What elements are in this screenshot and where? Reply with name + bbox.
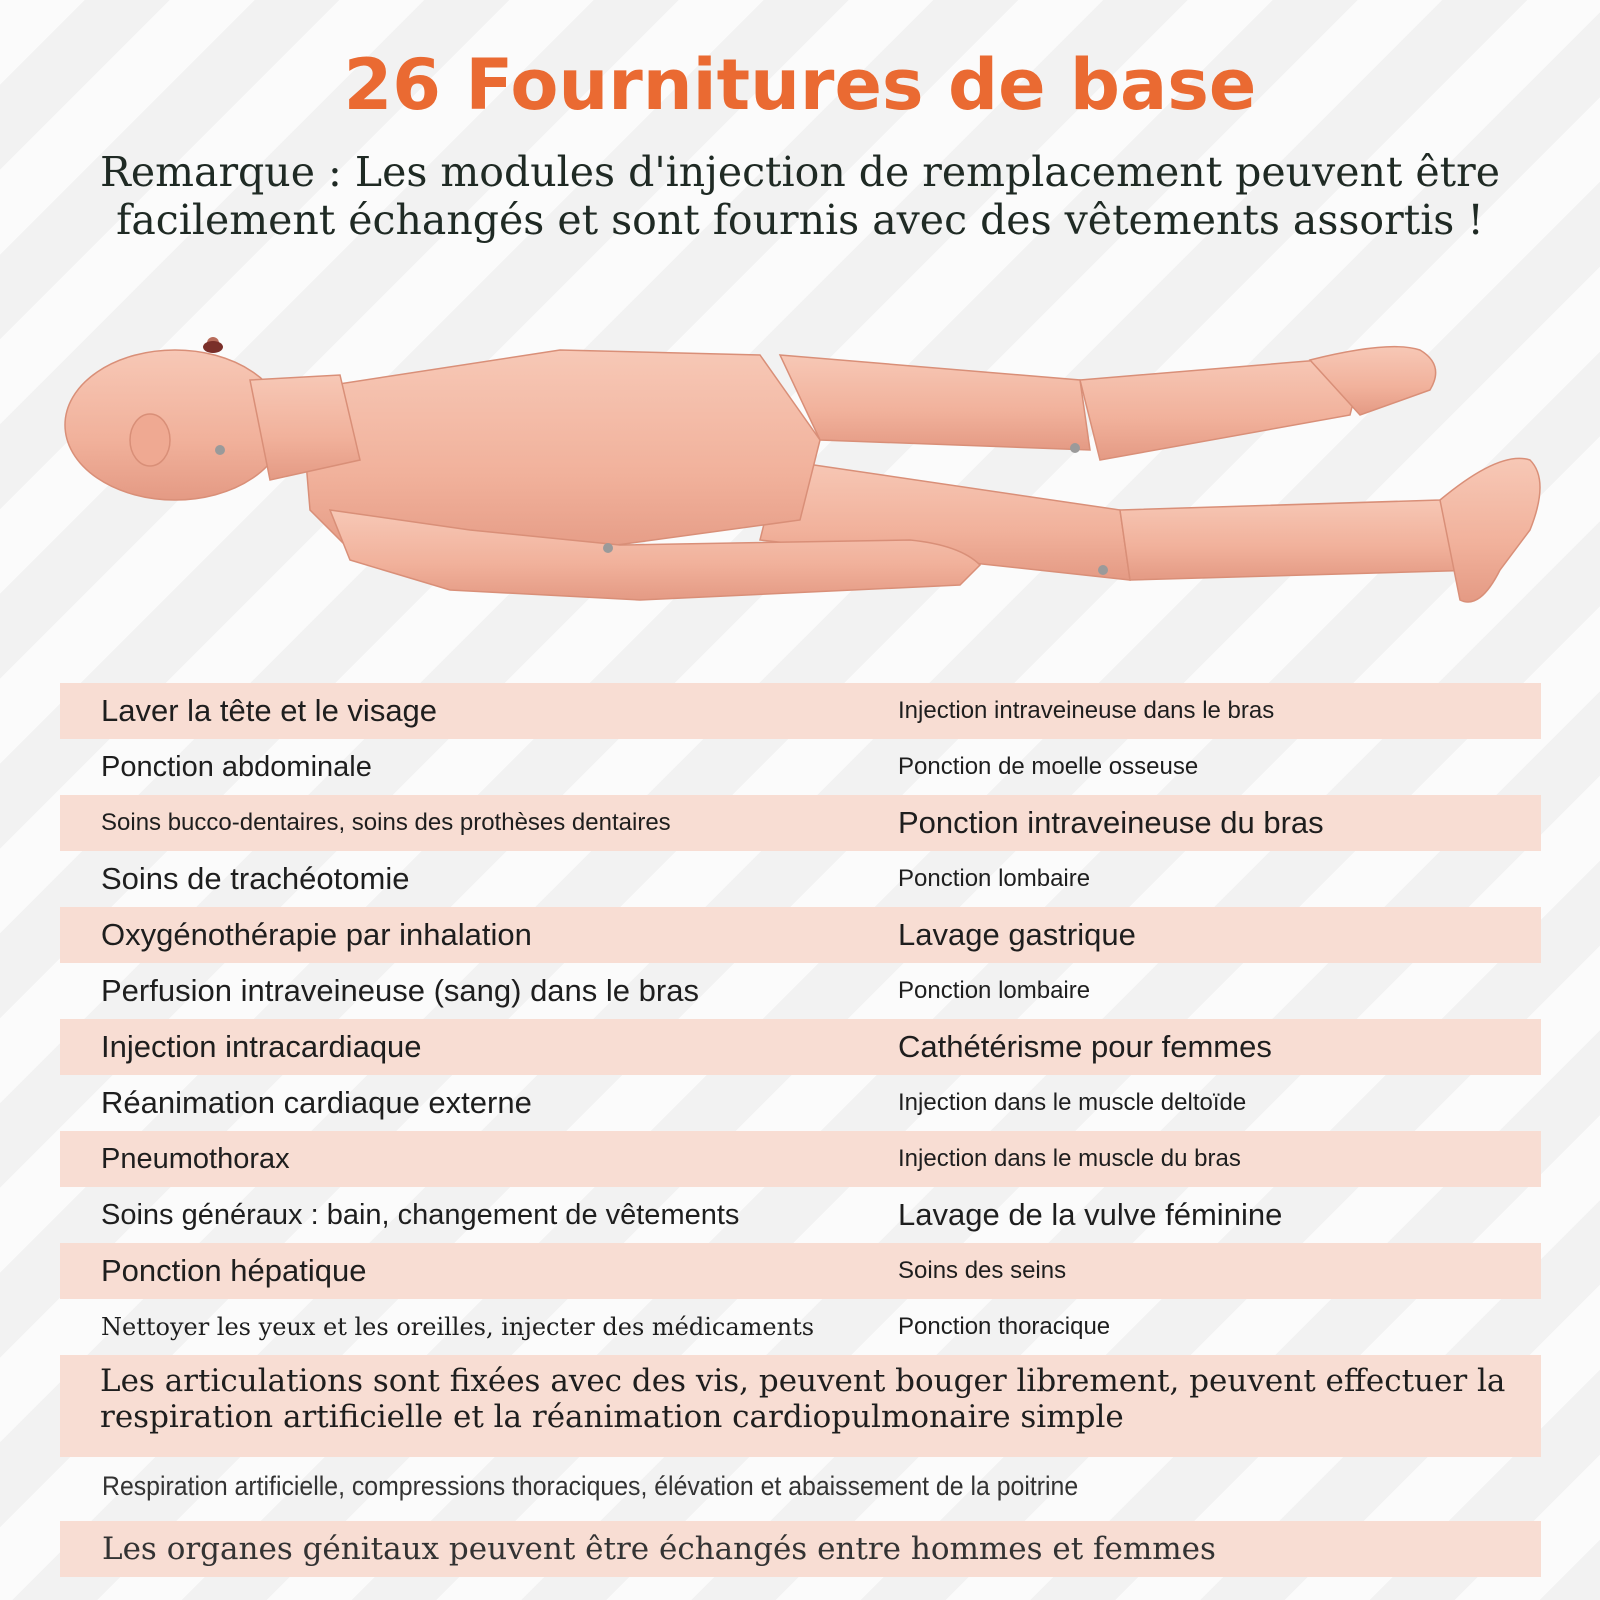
note-text: [60, 148, 1540, 244]
page-title: 26 Fournitures de base: [343, 44, 1257, 126]
supplies-table: [60, 683, 1541, 1577]
row-right: Injection dans le muscle deltoïde: [898, 1089, 1247, 1116]
row-right: Injection intraveineuse dans le bras: [898, 697, 1275, 724]
joints-text: [100, 1363, 1520, 1435]
joints-line-1: Les articulations sont fixées avec des vis, peuvent bouger librement, peuvent effectuer la: [100, 1363, 1506, 1399]
table-row: [60, 1131, 1541, 1187]
row-right: Lavage de la vulve féminine: [898, 1197, 1283, 1232]
row-right: Cathétérisme pour femmes: [898, 1029, 1272, 1064]
row-left: Oxygénothérapie par inhalation: [101, 917, 532, 952]
breathing-note: [60, 1457, 1541, 1521]
genitals-note: [60, 1521, 1541, 1577]
row-left: Pneumothorax: [101, 1142, 290, 1175]
row-right: Ponction lombaire: [898, 977, 1091, 1004]
row-left: Soins généraux : bain, changement de vêtements: [101, 1198, 740, 1231]
row-right: Soins des seins: [898, 1257, 1067, 1284]
row-left: Soins de trachéotomie: [101, 861, 410, 896]
row-right: Ponction intraveineuse du bras: [898, 805, 1324, 840]
row-right: Ponction de moelle osseuse: [898, 753, 1199, 780]
row-left: Ponction hépatique: [101, 1253, 367, 1288]
table-row: [60, 683, 1541, 739]
table-row: [60, 851, 1541, 907]
table-row: [60, 963, 1541, 1019]
table-row: [60, 1243, 1541, 1299]
row-left: Réanimation cardiaque externe: [101, 1085, 532, 1120]
row-left: Laver la tête et le visage: [101, 693, 438, 728]
row-left: Injection intracardiaque: [101, 1029, 422, 1064]
row-left: Nettoyer les yeux et les oreilles, injecter des médicaments: [101, 1313, 815, 1341]
table-row: [60, 1075, 1541, 1131]
row-right: Lavage gastrique: [898, 917, 1136, 952]
row-right: Injection dans le muscle du bras: [898, 1145, 1241, 1172]
table-row: [60, 1299, 1541, 1355]
table-row: [60, 1187, 1541, 1243]
row-left: Soins bucco-dentaires, soins des prothèses dentaires: [101, 809, 671, 836]
joints-note: [60, 1355, 1541, 1457]
row-left: Perfusion intraveineuse (sang) dans le bras: [101, 973, 699, 1008]
table-row: [60, 1019, 1541, 1075]
genitals-text: Les organes génitaux peuvent être échangés entre hommes et femmes: [102, 1531, 1216, 1567]
mannequin-image: [60, 320, 1560, 620]
table-row: [60, 795, 1541, 851]
table-row: [60, 739, 1541, 795]
breathing-text: Respiration artificielle, compressions thoraciques, élévation et abaissement de la poitrine: [102, 1471, 1079, 1501]
row-left: Ponction abdominale: [101, 750, 372, 783]
joints-line-2: respiration artificielle et la réanimation cardiopulmonaire simple: [100, 1399, 1124, 1435]
note-line-2: facilement échangés et sont fournis avec des vêtements assortis !: [116, 196, 1484, 244]
row-right: Ponction lombaire: [898, 865, 1091, 892]
row-right: Ponction thoracique: [898, 1313, 1111, 1340]
note-line-1: Remarque : Les modules d'injection de remplacement peuvent être: [100, 148, 1500, 196]
table-row: [60, 907, 1541, 963]
